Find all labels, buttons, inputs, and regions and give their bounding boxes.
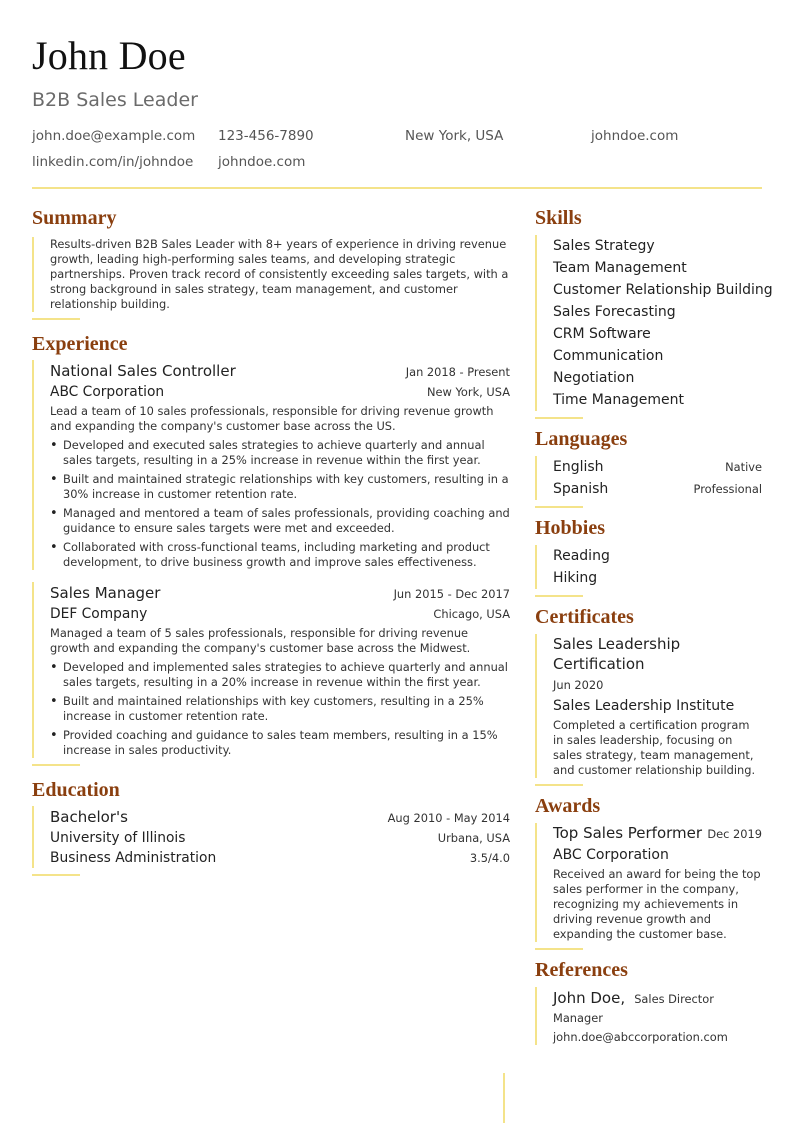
certificates-heading: Certificates [535, 606, 634, 628]
section-end-marker [32, 764, 80, 766]
section-end-marker [32, 318, 80, 320]
education-body [32, 806, 510, 868]
reference-entry [535, 987, 762, 1045]
contact-website[interactable]: johndoe.com [591, 128, 679, 144]
language-name: Spanish [553, 481, 609, 497]
right-column [535, 204, 773, 1045]
education-degree: Bachelor's [50, 808, 128, 826]
job-achievements [50, 660, 510, 758]
contact-linkedin[interactable]: linkedin.com/in/johndoe [32, 154, 194, 170]
language-item [553, 478, 762, 500]
languages-list [535, 456, 762, 500]
education-dates: Aug 2010 - May 2014 [387, 811, 510, 825]
reference-header [553, 987, 762, 1009]
job-dates: Jun 2015 - Dec 2017 [393, 587, 510, 601]
references-section [535, 956, 762, 1045]
summary-section [32, 204, 510, 320]
education-location: Urbana, USA [437, 831, 510, 845]
education-school-row [50, 828, 510, 848]
summary-text: Results-driven B2B Sales Leader with 8+ years of experience in driving revenue growth, leading high-performing sales teams, and developing strategic partnerships. Proven track record of consistently exceeding sales targets, with a strong background in sales strategy, team management, and customer relationship building. [50, 237, 509, 311]
skill-item: Sales Strategy [553, 238, 655, 254]
hobby-item: Hiking [553, 570, 598, 586]
skill-item: Negotiation [553, 370, 635, 386]
award-date: Dec 2019 [707, 827, 762, 841]
contact-location: New York, USA [405, 128, 504, 144]
section-end-marker [535, 506, 583, 508]
job-entry [32, 360, 510, 570]
education-school: University of Illinois [50, 830, 186, 846]
left-column [32, 204, 510, 876]
skill-item: Communication [553, 348, 664, 364]
section-end-marker [535, 784, 583, 786]
skill-item: Team Management [553, 260, 687, 276]
job-entry [32, 582, 510, 758]
achievement-item: • Built and maintained strategic relationships with key customers, resulting in a 30% increase in customer retention rate. [50, 472, 510, 502]
job-dates: Jan 2018 - Present [405, 365, 510, 379]
section-end-marker [535, 595, 583, 597]
certificates-section [535, 603, 762, 786]
education-section [32, 776, 510, 876]
skill-item: Time Management [553, 392, 684, 408]
skill-item: Customer Relationship Building [553, 282, 773, 298]
experience-heading: Experience [32, 333, 128, 355]
awards-section [535, 792, 762, 950]
contact-website-2[interactable]: johndoe.com [218, 154, 306, 170]
languages-heading: Languages [535, 428, 628, 450]
summary-body [32, 237, 510, 312]
experience-section [32, 330, 510, 766]
language-level: Native [725, 460, 762, 474]
candidate-role: B2B Sales Leader [32, 89, 198, 111]
reference-email[interactable]: john.doe@abccorporation.com [553, 1030, 728, 1044]
column-accent-bar [503, 1073, 505, 1123]
job-description: Lead a team of 10 sales professionals, responsible for driving revenue growth and expanding the company's customer base across the US. [50, 404, 494, 433]
section-end-marker [535, 417, 583, 419]
education-field-row [50, 848, 510, 868]
contact-email[interactable]: john.doe@example.com [32, 128, 196, 144]
award-description: Received an award for being the top sales performer in the company, recognizing my achievements in driving revenue growth and expanding the customer base. [553, 867, 761, 941]
section-end-marker [535, 948, 583, 950]
languages-section [535, 425, 762, 508]
job-header [50, 582, 510, 604]
hobbies-section [535, 514, 762, 597]
job-location: New York, USA [427, 385, 510, 399]
achievement-item: • Managed and mentored a team of sales professionals, providing coaching and guidance to ensure sales targets were met and exceeded. [50, 506, 510, 536]
language-name: English [553, 459, 604, 475]
awards-heading: Awards [535, 795, 601, 817]
reference-name: John Doe, [553, 989, 626, 1007]
hobbies-heading: Hobbies [535, 517, 606, 539]
candidate-name: John Doe [32, 33, 186, 78]
skills-heading: Skills [535, 207, 582, 229]
job-location: Chicago, USA [433, 607, 510, 621]
contact-row-2 [32, 154, 305, 170]
award-entry [535, 823, 762, 942]
contact-phone[interactable]: 123-456-7890 [218, 128, 314, 144]
contact-row-1 [32, 128, 678, 144]
language-item [553, 456, 762, 478]
certificate-date: Jun 2020 [553, 678, 604, 692]
achievement-item: • Developed and implemented sales strategies to achieve quarterly and annual sales targets, resulting in a 20% increase in revenue within the first year. [50, 660, 510, 690]
skill-item: Sales Forecasting [553, 304, 676, 320]
reference-role: Sales Director [634, 992, 714, 1006]
certificate-entry [535, 634, 762, 778]
certificate-name: Sales Leadership Certification [553, 635, 681, 673]
reference-role-cont: Manager [553, 1011, 603, 1025]
hobbies-list [535, 545, 762, 589]
job-achievements [50, 438, 510, 570]
job-company: ABC Corporation [50, 384, 165, 400]
award-name: Top Sales Performer [553, 824, 703, 842]
language-level: Professional [693, 482, 762, 496]
education-gpa: 3.5/4.0 [469, 851, 510, 865]
education-header [50, 806, 510, 828]
achievement-item: • Developed and executed sales strategies to achieve quarterly and annual sales targets, resulting in a 25% increase in revenue within the first year. [50, 438, 510, 468]
award-issuer: ABC Corporation [553, 847, 669, 863]
job-company: DEF Company [50, 606, 148, 622]
header-divider [32, 187, 762, 189]
achievement-item: • Collaborated with cross-functional teams, including marketing and product development, to drive business growth and improve sales effectiveness. [50, 540, 510, 570]
education-field: Business Administration [50, 850, 217, 866]
skills-list [535, 235, 773, 411]
achievement-item: • Provided coaching and guidance to sales team members, resulting in a 15% increase in sales productivity. [50, 728, 510, 758]
skills-section [535, 204, 773, 419]
job-subheader [50, 382, 510, 402]
achievement-item: • Built and maintained relationships with key customers, resulting in a 25% increase in customer retention rate. [50, 694, 510, 724]
summary-heading: Summary [32, 207, 117, 229]
job-subheader [50, 604, 510, 624]
job-header [50, 360, 510, 382]
skill-item: CRM Software [553, 326, 651, 342]
section-end-marker [32, 874, 80, 876]
award-header [553, 823, 762, 843]
education-heading: Education [32, 779, 120, 801]
hobby-item: Reading [553, 548, 610, 564]
job-description: Managed a team of 5 sales professionals, responsible for driving revenue growth and expanding the company's customer base across the Midwest. [50, 626, 471, 655]
job-title: Sales Manager [50, 584, 161, 602]
job-title: National Sales Controller [50, 362, 236, 380]
references-heading: References [535, 959, 628, 981]
certificate-description: Completed a certification program in sales leadership, focusing on sales strategy, team management, and customer relationship building. [553, 718, 756, 777]
certificate-issuer: Sales Leadership Institute [553, 698, 735, 714]
